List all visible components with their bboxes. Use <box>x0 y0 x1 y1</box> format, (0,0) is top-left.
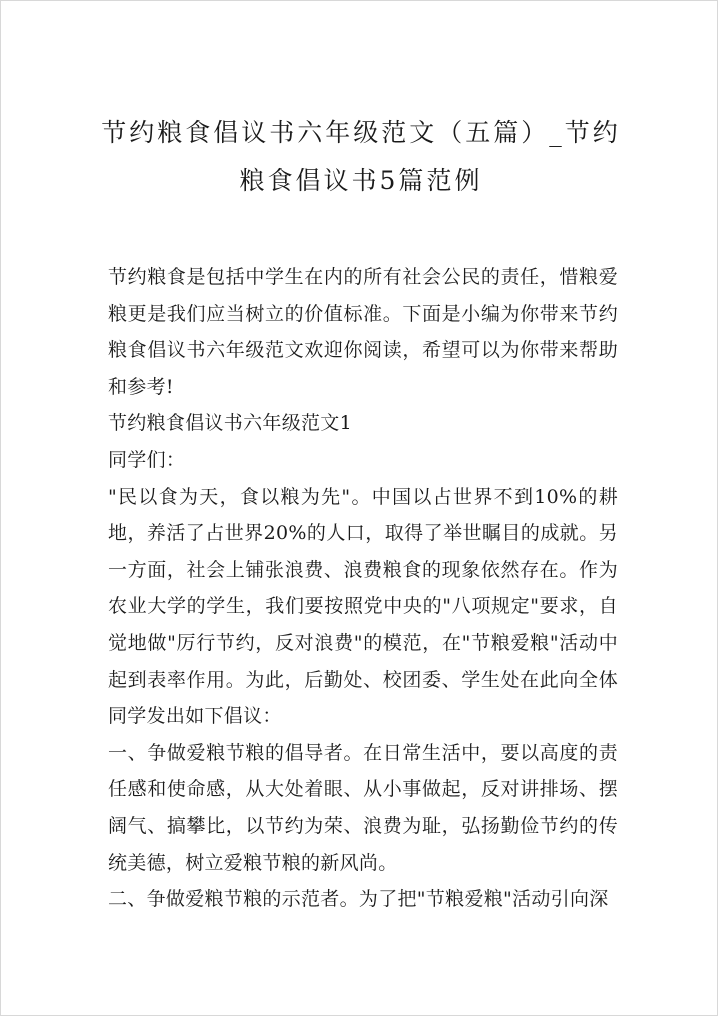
intro-paragraph: 节约粮食是包括中学生在内的所有社会公民的责任，惜粮爱粮更是我们应当树立的价值标准。下面是小编为你带来节约粮食倡议书六年级范文欢迎你阅读，希望可以为你带来帮助和参考! <box>108 266 618 398</box>
document-body <box>108 259 618 918</box>
body-paragraph: 一、争做爱粮节粮的倡导者。在日常生活中，要以高度的责任感和使命感，从大处着眼、从小事做起，反对讲排场、摆阔气、搞攀比，以节约为荣、浪费为耻，弘扬勤俭节约的传统美德，树立爱粮节粮的新风尚。 <box>108 741 618 874</box>
section-heading: 节约粮食倡议书六年级范文1 <box>108 412 352 435</box>
title-line-1: 节约粮食倡议书六年级范文（五篇）_节约 <box>101 118 621 147</box>
title-line-2: 粮食倡议书5篇范例 <box>239 166 483 195</box>
salutation: 同学们： <box>108 448 186 471</box>
document-title <box>101 109 621 205</box>
body-paragraph: "民以食为天，食以粮为先"。中国以占世界不到10%的耕地，养活了占世界20%的人口，取得了举世瞩目的成就。另一方面，社会上铺张浪费、浪费粮食的现象依然存在。作为农业大学的学生，我们要按照党中央的"八项规定"要求，自觉地做"厉行节约，反对浪费"的模范，在"节粮爱粮"活动中起到表率作用。为此，后勤处、校团委、学生处在此向全体同学发出如下倡议： <box>108 485 618 728</box>
body-paragraph: 二、争做爱粮节粮的示范者。为了把"节粮爱粮"活动引向深 <box>108 888 609 911</box>
